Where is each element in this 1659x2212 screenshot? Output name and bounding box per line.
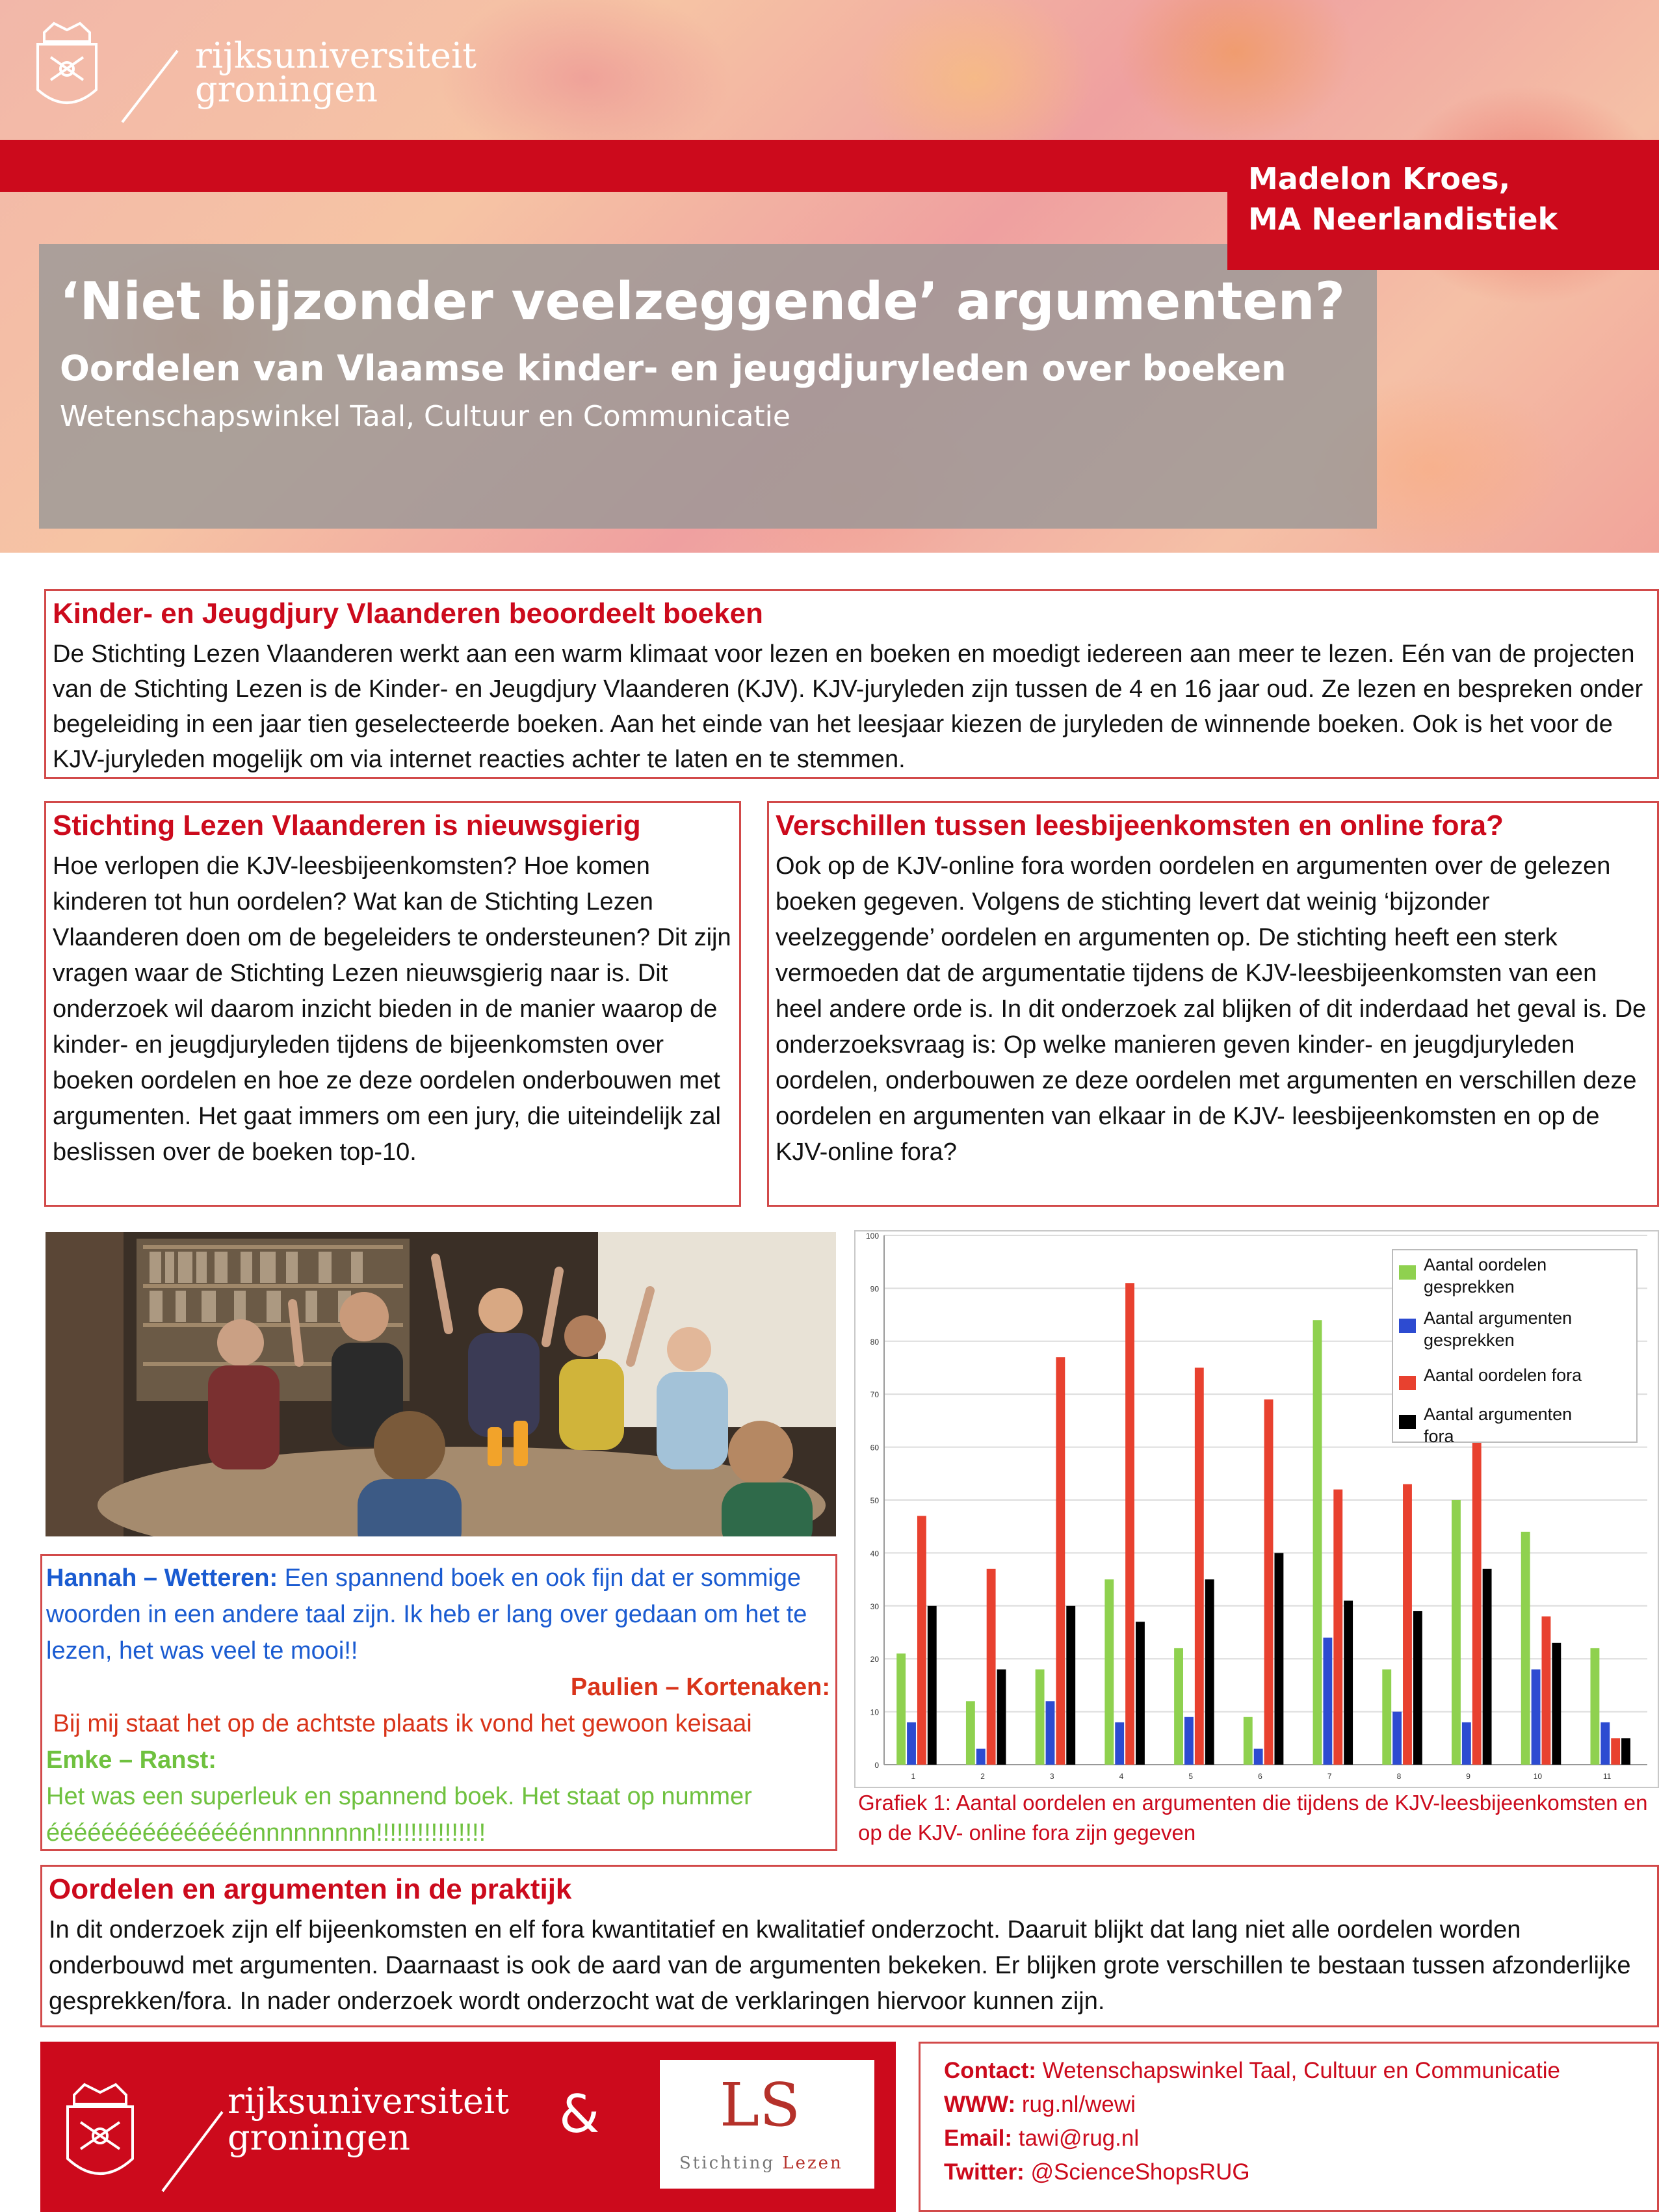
quote-author: Hannah – Wetteren: bbox=[46, 1564, 278, 1592]
bar-aantal-oordelen-fora bbox=[1125, 1283, 1134, 1765]
legend-label: Aantal argumenten bbox=[1424, 1404, 1573, 1424]
bar-aantal-oordelen-fora bbox=[1333, 1490, 1342, 1765]
poster-subtitle: Oordelen van Vlaamse kinder- en jeugdjuryleden over boeken bbox=[60, 348, 1287, 389]
quote-author: Paulien – Kortenaken: bbox=[570, 1674, 830, 1701]
legend-label: Aantal oordelen fora bbox=[1424, 1365, 1582, 1385]
bar-aantal-oordelen-gesprekken bbox=[1244, 1717, 1253, 1765]
bar-aantal-argumenten-gesprekken bbox=[976, 1749, 986, 1765]
ls-name-part2: Lezen bbox=[782, 2153, 843, 2173]
email-line[interactable] bbox=[944, 2126, 1139, 2152]
title-panel bbox=[39, 244, 1377, 529]
bar-aantal-argumenten-gesprekken bbox=[1532, 1669, 1541, 1765]
bar-aantal-oordelen-fora bbox=[1542, 1616, 1551, 1765]
department-name: Wetenschapswinkel Taal, Cultuur en Communicatie bbox=[60, 400, 790, 433]
section-text: De Stichting Lezen Vlaanderen werkt aan een warm klimaat voor lezen en boeken en moedigt iedereen aan meer te lezen. Eén van de projecten van de Stichting Lezen is de Kinder- en Jeugdjury Vlaanderen (KJV). KJV-juryleden zijn tussen de 4 en 16 jaar oud. Ze lezen en bespreken onder begeleiding in een jaar tien geselecteerde boeken. Aan het einde van het leesjaar kiezen de juryleden de winnende boeken. Ook is het voor de KJV-juryleden mogelijk om via internet reacties achter te laten en te stemmen. bbox=[53, 640, 1643, 773]
section-kjv-intro bbox=[44, 589, 1659, 779]
x-tick-label: 1 bbox=[911, 1772, 916, 1781]
contact-box bbox=[919, 2042, 1659, 2212]
quote-text: Een spannend boek en ook fijn dat er sommige woorden in een andere taal zijn. Ik heb er lang over gedaan om het te lezen, het was veel te mooi!! bbox=[46, 1564, 807, 1665]
bar-aantal-oordelen-fora bbox=[917, 1516, 926, 1765]
bar-chart bbox=[854, 1230, 1659, 1788]
bar-aantal-argumenten-gesprekken bbox=[907, 1722, 916, 1765]
y-tick-label: 90 bbox=[870, 1284, 879, 1294]
x-tick-label: 8 bbox=[1396, 1772, 1402, 1781]
legend-label: gesprekken bbox=[1424, 1277, 1515, 1297]
quote-text: Bij mij staat het op de achtste plaats ik vond het gewoon keisaai bbox=[46, 1710, 752, 1737]
bar-aantal-oordelen-gesprekken bbox=[1313, 1320, 1322, 1765]
quote-author: Emke – Ranst: bbox=[46, 1746, 216, 1774]
bar-aantal-oordelen-gesprekken bbox=[1382, 1669, 1391, 1765]
bar-aantal-oordelen-fora bbox=[1611, 1738, 1620, 1765]
author-degree: MA Neerlandistiek bbox=[1248, 202, 1558, 237]
legend-label: Aantal oordelen bbox=[1424, 1255, 1547, 1274]
contact-label: Contact: bbox=[944, 2058, 1036, 2083]
y-tick-label: 100 bbox=[865, 1231, 879, 1241]
university-name-line1: rijksuniversiteit bbox=[228, 2081, 509, 2122]
www-value[interactable]: rug.nl/wewi bbox=[1015, 2092, 1136, 2117]
section-curious bbox=[44, 801, 741, 1207]
bar-aantal-argumenten-fora bbox=[1483, 1569, 1492, 1765]
section-text: Ook op de KJV-online fora worden oordelen en argumenten over de gelezen boeken gegeven. Volgens de stichting levert dat weinig ‘bijzonder veelzeggende’ oordelen en argumenten op. De stichting heeft een sterk vermoeden dat de argumentatie tijdens de KJV-leesbijeenkomsten van een heel andere orde is. In dit onderzoek zal blijken of dit inderdaad het geval is. De onderzoeksvraag is: Op welke manieren geven kinder- en jeugdjuryleden oordelen, onderbouwen ze deze oordelen met argumenten en verschillen deze oordelen en argumenten van elkaar in de KJV- leesbijeenkomsten en op de KJV-online fora? bbox=[776, 852, 1647, 1166]
bar-aantal-argumenten-gesprekken bbox=[1184, 1717, 1194, 1765]
bar-aantal-oordelen-gesprekken bbox=[896, 1653, 906, 1765]
section-heading: Verschillen tussen leesbijeenkomsten en online fora? bbox=[776, 810, 1504, 841]
x-tick-label: 6 bbox=[1258, 1772, 1262, 1781]
bar-aantal-argumenten-fora bbox=[1413, 1611, 1422, 1765]
ls-name-part1: Stichting bbox=[679, 2153, 783, 2173]
y-tick-label: 50 bbox=[870, 1496, 879, 1505]
section-differences bbox=[767, 801, 1659, 1207]
bar-aantal-oordelen-gesprekken bbox=[966, 1701, 975, 1765]
x-tick-label: 7 bbox=[1327, 1772, 1332, 1781]
y-tick-label: 30 bbox=[870, 1601, 879, 1611]
legend-swatch bbox=[1399, 1415, 1416, 1429]
bar-aantal-argumenten-fora bbox=[1552, 1643, 1561, 1765]
bar-aantal-argumenten-gesprekken bbox=[1462, 1722, 1471, 1765]
chart-canvas bbox=[854, 1230, 1659, 1788]
x-tick-label: 9 bbox=[1466, 1772, 1470, 1781]
x-tick-label: 2 bbox=[980, 1772, 985, 1781]
chart-caption: Grafiek 1: Aantal oordelen en argumenten die tijdens de KJV-leesbijeenkomsten en op de KJV- online fora zijn gegeven bbox=[858, 1791, 1648, 1845]
x-tick-label: 3 bbox=[1049, 1772, 1054, 1781]
legend-swatch bbox=[1399, 1319, 1416, 1333]
quotes-box bbox=[40, 1554, 837, 1851]
bar-aantal-argumenten-fora bbox=[928, 1606, 937, 1765]
section-heading: Stichting Lezen Vlaanderen is nieuwsgierig bbox=[53, 810, 641, 841]
bar-aantal-argumenten-fora bbox=[1066, 1606, 1075, 1765]
twitter-line[interactable] bbox=[944, 2159, 1250, 2185]
bar-aantal-argumenten-gesprekken bbox=[1323, 1638, 1332, 1765]
bar-aantal-oordelen-fora bbox=[1056, 1357, 1065, 1765]
contact-value: Wetenschapswinkel Taal, Cultuur en Communicatie bbox=[1036, 2058, 1560, 2083]
legend-swatch bbox=[1399, 1376, 1416, 1390]
twitter-label: Twitter: bbox=[944, 2159, 1025, 2185]
y-tick-label: 60 bbox=[870, 1443, 879, 1453]
quote-hannah bbox=[46, 1560, 833, 1669]
section-practice bbox=[40, 1865, 1659, 2027]
contact-line bbox=[944, 2058, 1560, 2084]
y-tick-label: 20 bbox=[870, 1655, 879, 1665]
bar-aantal-oordelen-gesprekken bbox=[1521, 1532, 1530, 1765]
bar-aantal-oordelen-fora bbox=[1472, 1410, 1482, 1765]
y-tick-label: 0 bbox=[874, 1761, 879, 1770]
bar-aantal-oordelen-gesprekken bbox=[1174, 1648, 1183, 1765]
ls-letters: LS bbox=[720, 2070, 801, 2140]
section-heading: Kinder- en Jeugdjury Vlaanderen beoordeelt boeken bbox=[53, 598, 763, 629]
bar-aantal-argumenten-gesprekken bbox=[1600, 1722, 1610, 1765]
stichting-lezen-logo bbox=[660, 2060, 874, 2189]
y-tick-label: 40 bbox=[870, 1549, 879, 1559]
author-name: Madelon Kroes, bbox=[1248, 161, 1511, 196]
bar-aantal-oordelen-gesprekken bbox=[1590, 1648, 1599, 1765]
y-tick-label: 70 bbox=[870, 1390, 879, 1400]
jury-meeting-illustration bbox=[46, 1232, 836, 1536]
bar-aantal-oordelen-fora bbox=[987, 1569, 996, 1765]
section-text: In dit onderzoek zijn elf bijeenkomsten en elf fora kwantitatief en kwalitatief onderzocht. Daaruit blijkt dat lang niet alle oordelen worden onderbouwd met argumenten. Daarnaast is ook de aard van de argumenten bekeken. Er blijken grote verschillen te bestaan tussen afzonderlijke gesprekken/fora. In nader onderzoek wordt onderzocht wat de verklaringen hiervoor kunnen zijn. bbox=[49, 1916, 1631, 2015]
bar-aantal-oordelen-fora bbox=[1264, 1399, 1274, 1765]
university-name-line2: groningen bbox=[228, 2117, 411, 2158]
email-value[interactable]: tawi@rug.nl bbox=[1012, 2126, 1140, 2151]
email-label: Email: bbox=[944, 2126, 1013, 2151]
author-box bbox=[1227, 146, 1659, 270]
x-tick-label: 11 bbox=[1602, 1772, 1612, 1781]
ls-name bbox=[679, 2153, 843, 2173]
bar-aantal-argumenten-fora bbox=[1344, 1601, 1353, 1765]
x-tick-label: 4 bbox=[1119, 1772, 1124, 1781]
legend-label: gesprekken bbox=[1424, 1330, 1515, 1350]
legend-label: Aantal argumenten bbox=[1424, 1308, 1573, 1328]
section-heading: Oordelen en argumenten in de praktijk bbox=[49, 1873, 572, 1905]
bar-aantal-oordelen-gesprekken bbox=[1104, 1579, 1114, 1765]
jury-photo bbox=[46, 1232, 836, 1536]
quote-text: Het was een superleuk en spannend boek. Het staat op nummer ééééééééééééééénnnnnnnnn!!!!!!!!!!!!!!!! bbox=[46, 1783, 752, 1847]
twitter-value[interactable]: @ScienceShopsRUG bbox=[1024, 2159, 1250, 2185]
bar-aantal-oordelen-gesprekken bbox=[1452, 1500, 1461, 1765]
x-tick-label: 10 bbox=[1533, 1772, 1543, 1781]
y-tick-label: 10 bbox=[870, 1707, 879, 1717]
section-text: Hoe verlopen die KJV-leesbijeenkomsten? Hoe komen kinderen tot hun oordelen? Wat kan de Stichting Lezen Vlaanderen doen om de begeleiders te ondersteunen? Dit zijn vragen waar de Stichting Lezen nieuwsgierig naar is. Dit onderzoek wil daarom inzicht bieden in de manier waarop de kinder- en jeugdjuryleden tijdens de bijeenkomsten over boeken oordelen en hoe ze deze oordelen onderbouwen met argumenten. Het gaat immers om een jury, die uiteindelijk zal beslissen over de boeken top-10. bbox=[53, 852, 731, 1166]
poster-title: ‘Niet bijzonder veelzeggende’ argumenten? bbox=[60, 271, 1346, 332]
bar-aantal-oordelen-fora bbox=[1195, 1368, 1204, 1765]
legend-swatch bbox=[1399, 1265, 1416, 1280]
bar-aantal-argumenten-gesprekken bbox=[1046, 1701, 1055, 1765]
bar-aantal-argumenten-fora bbox=[997, 1669, 1006, 1765]
bar-aantal-argumenten-gesprekken bbox=[1115, 1722, 1124, 1765]
bar-aantal-argumenten-fora bbox=[1274, 1553, 1283, 1765]
bar-aantal-oordelen-fora bbox=[1403, 1484, 1412, 1765]
university-name-line1: rijksuniversiteit bbox=[195, 35, 477, 76]
university-name-line2: groningen bbox=[195, 69, 378, 110]
www-line[interactable] bbox=[944, 2092, 1136, 2118]
bar-aantal-argumenten-fora bbox=[1136, 1622, 1145, 1765]
www-label: WWW: bbox=[944, 2092, 1016, 2117]
bar-aantal-argumenten-gesprekken bbox=[1254, 1749, 1263, 1765]
header-banner bbox=[0, 0, 1659, 553]
ampersand: & bbox=[559, 2084, 600, 2144]
bar-aantal-argumenten-fora bbox=[1205, 1579, 1214, 1765]
bar-aantal-oordelen-gesprekken bbox=[1036, 1669, 1045, 1765]
legend-label: fora bbox=[1424, 1427, 1454, 1446]
bar-aantal-argumenten-fora bbox=[1621, 1738, 1630, 1765]
x-tick-label: 5 bbox=[1188, 1772, 1194, 1781]
university-logo bbox=[25, 18, 493, 129]
bar-aantal-argumenten-gesprekken bbox=[1392, 1712, 1402, 1765]
y-tick-label: 80 bbox=[870, 1337, 879, 1347]
